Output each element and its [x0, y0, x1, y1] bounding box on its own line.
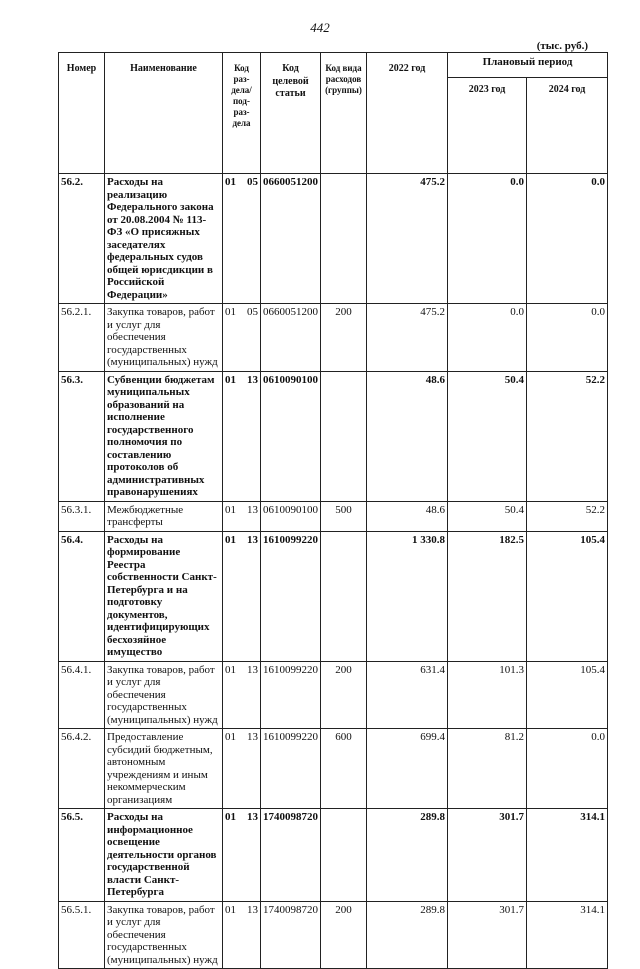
header-target-article: Код целевой статьи	[261, 53, 321, 174]
row-number: 56.2.1.	[59, 304, 105, 372]
row-target-article: 1610099220	[261, 729, 321, 809]
row-expense-type: 200	[321, 304, 367, 372]
row-number: 56.4.1.	[59, 661, 105, 729]
row-subsection-code: 13	[247, 903, 258, 916]
row-expense-type: 500	[321, 501, 367, 531]
row-razdel	[223, 729, 261, 809]
row-name: Межбюджетные трансферты	[105, 501, 223, 531]
row-value-2022: 48.6	[367, 501, 448, 531]
header-plan-period: Плановый период	[448, 53, 608, 78]
header-razdel: Код раз-дела/ под-раз-дела	[223, 53, 261, 174]
table-row	[59, 501, 608, 531]
row-name: Расходы на информационное освещение деятельности органов государственной власти Санкт-Петербурга	[105, 809, 223, 902]
table-row	[59, 809, 608, 902]
row-subsection-code: 13	[247, 533, 258, 546]
row-value-2024: 52.2	[527, 371, 608, 501]
row-section-code: 01	[225, 903, 236, 916]
header-2022: 2022 год	[367, 53, 448, 174]
row-razdel	[223, 371, 261, 501]
row-subsection-code: 13	[247, 373, 258, 386]
row-value-2024: 0.0	[527, 174, 608, 304]
row-value-2023: 101.3	[448, 661, 527, 729]
row-name: Субвенции бюджетам муниципальных образований на исполнение государственного полномочия по составлению протоколов об административных правонарушениях	[105, 371, 223, 501]
row-expense-type	[321, 174, 367, 304]
row-subsection-code: 13	[247, 663, 258, 676]
header-expense-type: Код вида расходов (группы)	[321, 53, 367, 174]
table-row	[59, 304, 608, 372]
row-value-2023: 0.0	[448, 304, 527, 372]
table-row	[59, 661, 608, 729]
row-value-2022: 48.6	[367, 371, 448, 501]
row-subsection-code: 13	[247, 503, 258, 516]
table-row	[59, 729, 608, 809]
row-razdel	[223, 174, 261, 304]
row-number: 56.3.	[59, 371, 105, 501]
row-section-code: 01	[225, 731, 236, 743]
row-value-2024: 52.2	[527, 501, 608, 531]
row-subsection-code: 05	[247, 306, 258, 318]
row-expense-type: 200	[321, 901, 367, 969]
row-value-2022: 699.4	[367, 729, 448, 809]
row-razdel	[223, 901, 261, 969]
table-row	[59, 371, 608, 501]
row-section-code: 01	[225, 503, 236, 516]
row-section-code: 01	[225, 306, 236, 318]
header-name: Наименование	[105, 53, 223, 174]
row-number: 56.3.1.	[59, 501, 105, 531]
row-value-2024: 105.4	[527, 531, 608, 661]
row-name: Закупка товаров, работ и услуг для обеспечения государственных (муниципальных) нужд	[105, 661, 223, 729]
row-target-article: 1610099220	[261, 661, 321, 729]
row-expense-type	[321, 531, 367, 661]
row-expense-type	[321, 371, 367, 501]
row-target-article: 1740098720	[261, 809, 321, 902]
row-expense-type: 600	[321, 729, 367, 809]
row-value-2022: 631.4	[367, 661, 448, 729]
row-value-2022: 475.2	[367, 304, 448, 372]
row-expense-type: 200	[321, 661, 367, 729]
row-section-code: 01	[225, 176, 236, 188]
table-row	[59, 174, 608, 304]
row-name: Закупка товаров, работ и услуг для обеспечения государственных (муниципальных) нужд	[105, 304, 223, 372]
header-number: Номер	[59, 53, 105, 174]
row-razdel	[223, 501, 261, 531]
row-value-2024: 314.1	[527, 901, 608, 969]
row-value-2022: 289.8	[367, 809, 448, 902]
row-value-2022: 1 330.8	[367, 531, 448, 661]
row-name: Закупка товаров, работ и услуг для обеспечения государственных (муниципальных) нужд	[105, 901, 223, 969]
row-value-2023: 301.7	[448, 901, 527, 969]
row-subsection-code: 13	[247, 811, 258, 823]
row-subsection-code: 05	[247, 176, 258, 188]
row-name: Расходы на реализацию Федерального закона от 20.08.2004 № 113-ФЗ «О присяжных заседателях федеральных судов общей юрисдикции в Российской Федерации»	[105, 174, 223, 304]
row-section-code: 01	[225, 533, 236, 546]
row-razdel	[223, 531, 261, 661]
row-razdel	[223, 809, 261, 902]
row-value-2023: 50.4	[448, 371, 527, 501]
row-value-2023: 81.2	[448, 729, 527, 809]
row-target-article: 0610090100	[261, 501, 321, 531]
row-value-2024: 0.0	[527, 729, 608, 809]
row-name: Предоставление субсидий бюджетным, автономным учреждениям и иным некоммерческим организациям	[105, 729, 223, 809]
table-row	[59, 901, 608, 969]
row-target-article: 0660051200	[261, 304, 321, 372]
row-number: 56.5.	[59, 809, 105, 902]
row-section-code: 01	[225, 811, 236, 823]
row-subsection-code: 13	[247, 731, 258, 743]
row-value-2023: 50.4	[448, 501, 527, 531]
row-value-2024: 314.1	[527, 809, 608, 902]
row-target-article: 0660051200	[261, 174, 321, 304]
row-section-code: 01	[225, 663, 236, 676]
row-target-article: 1740098720	[261, 901, 321, 969]
row-value-2023: 301.7	[448, 809, 527, 902]
row-number: 56.4.	[59, 531, 105, 661]
header-2023: 2023 год	[448, 77, 527, 173]
row-razdel	[223, 661, 261, 729]
page-number: 442	[310, 20, 330, 35]
units-label: (тыс. руб.)	[536, 40, 588, 52]
row-name: Расходы на формирование Реестра собственности Санкт-Петербурга и на подготовку документов, идентифицирующих бесхозяйное имущество	[105, 531, 223, 661]
row-razdel	[223, 304, 261, 372]
header-2024: 2024 год	[527, 77, 608, 173]
row-value-2023: 182.5	[448, 531, 527, 661]
row-section-code: 01	[225, 373, 236, 386]
row-target-article: 0610090100	[261, 371, 321, 501]
row-value-2023: 0.0	[448, 174, 527, 304]
row-expense-type	[321, 809, 367, 902]
budget-table	[58, 52, 608, 969]
row-number: 56.4.2.	[59, 729, 105, 809]
row-value-2024: 0.0	[527, 304, 608, 372]
row-number: 56.2.	[59, 174, 105, 304]
row-value-2022: 289.8	[367, 901, 448, 969]
table-row	[59, 531, 608, 661]
row-number: 56.5.1.	[59, 901, 105, 969]
row-target-article: 1610099220	[261, 531, 321, 661]
row-value-2024: 105.4	[527, 661, 608, 729]
row-value-2022: 475.2	[367, 174, 448, 304]
